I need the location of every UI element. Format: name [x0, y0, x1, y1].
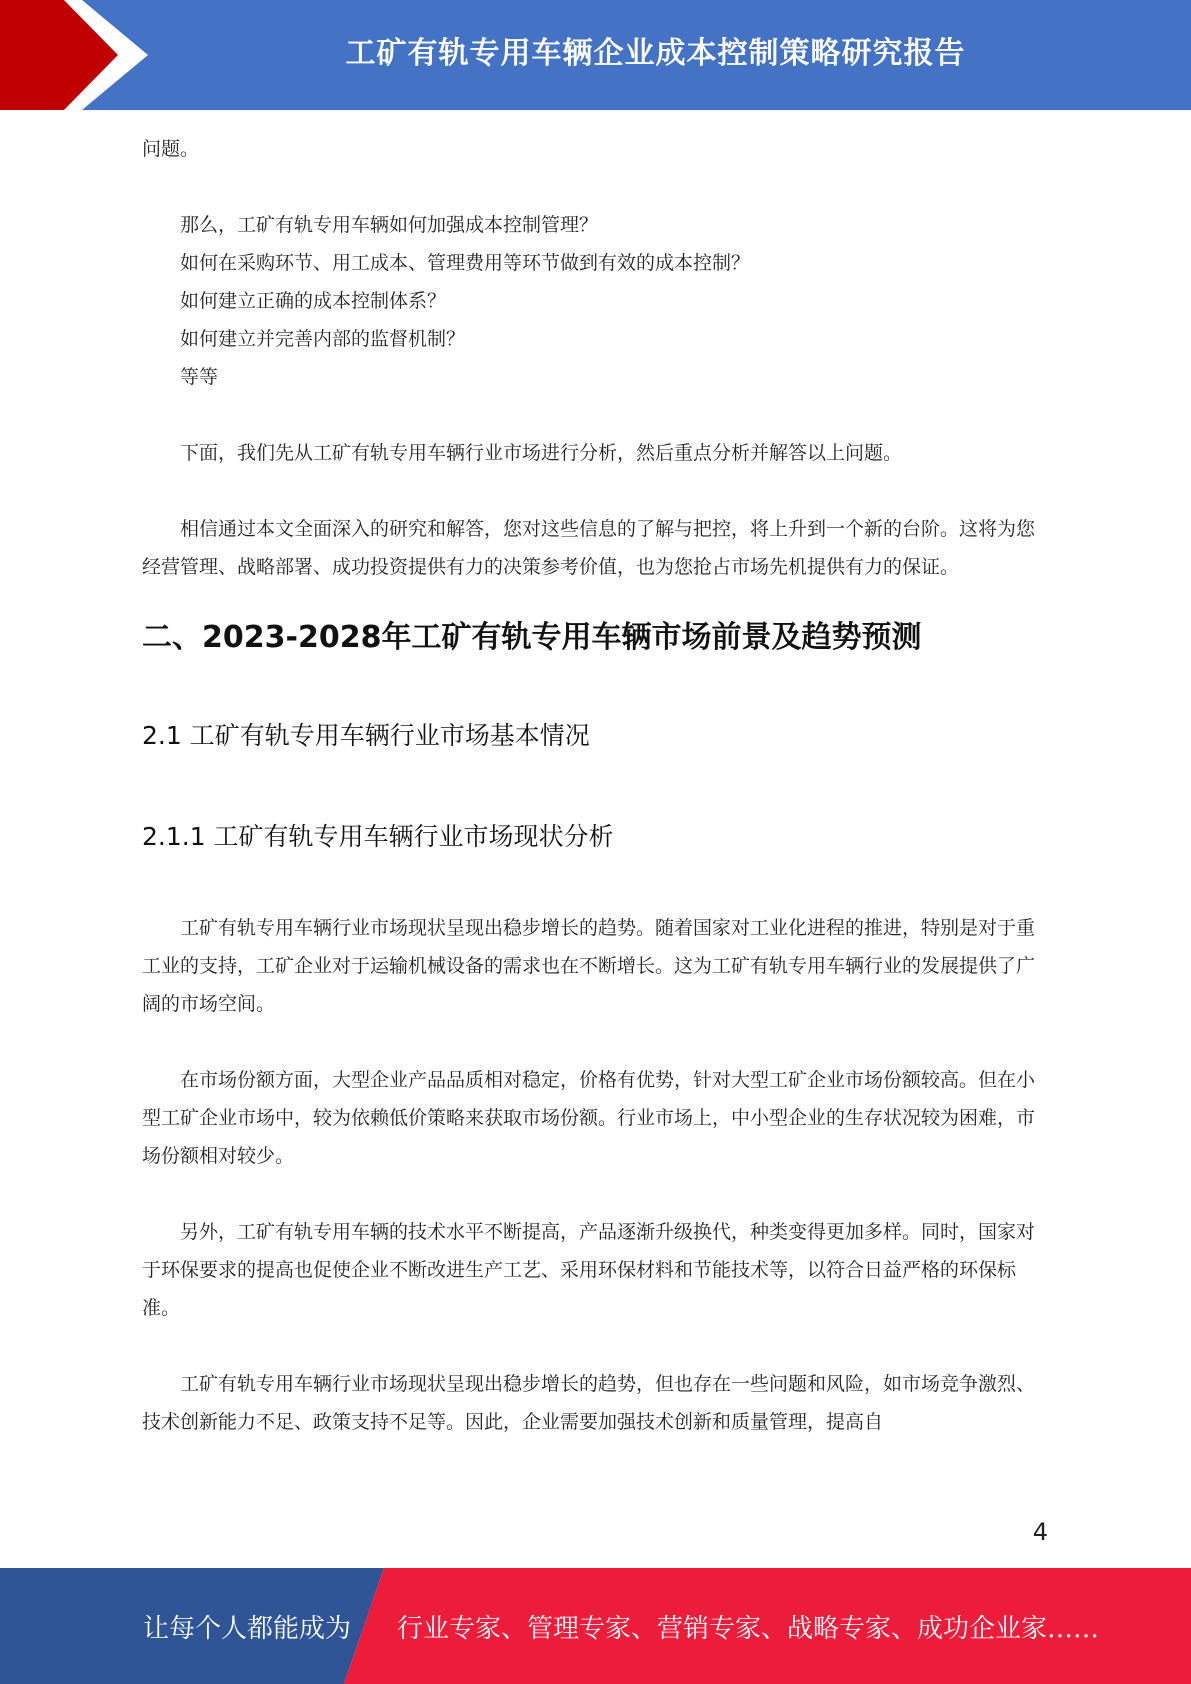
page-content [142, 130, 1046, 1441]
paragraph-trust: 相信通过本文全面深入的研究和解答，您对这些信息的了解与把控，将上升到一个新的台阶。这将为您经营管理、战略部署、成功投资提供有力的决策参考价值，也为您抢占市场先机提供有力的保证。 [142, 518, 1036, 578]
header-chevron-icon [0, 0, 160, 110]
body-paragraph: 在市场份额方面，大型企业产品品质相对稳定，价格有优势，针对大型工矿企业市场份额较高。但在小型工矿企业市场中，较为依赖低价策略来获取市场份额。行业市场上，中小型企业的生存状况较为困难，市场份额相对较少。 [142, 1069, 1036, 1167]
question-item: 如何在采购环节、用工成本、管理费用等环节做到有效的成本控制？ [180, 252, 751, 274]
body-paragraph: 工矿有轨专用车辆行业市场现状呈现出稳步增长的趋势。随着国家对工业化进程的推进，特别是对于重工业的支持，工矿企业对于运输机械设备的需求也在不断增长。这为工矿有轨专用车辆行业的发展提供了广阔的市场空间。 [142, 917, 1036, 1015]
question-item: 如何建立正确的成本控制体系？ [180, 290, 447, 312]
question-item: 等等 [180, 366, 219, 388]
body-paragraph: 另外，工矿有轨专用车辆的技术水平不断提高，产品逐渐升级换代，种类变得更加多样。同时，国家对于环保要求的提高也促使企业不断改进生产工艺、采用环保材料和节能技术等，以符合日益严格的环保标准。 [142, 1221, 1036, 1319]
body-paragraph: 工矿有轨专用车辆行业市场现状呈现出稳步增长的趋势，但也存在一些问题和风险，如市场竞争激烈、技术创新能力不足、政策支持不足等。因此，企业需要加强技术创新和质量管理，提高自 [142, 1373, 1036, 1433]
paragraph-intro-tail: 问题。 [142, 138, 200, 160]
report-header [0, 0, 1191, 110]
paragraph-next: 下面，我们先从工矿有轨专用车辆行业市场进行分析，然后重点分析并解答以上问题。 [180, 442, 903, 464]
slogan-footer [0, 1568, 1191, 1684]
section-heading-2: 二、2023-2028年工矿有轨专用车辆市场前景及趋势预测 [142, 620, 922, 655]
section-heading-2-1-1: 2.1.1 工矿有轨专用车辆行业市场现状分析 [142, 822, 614, 851]
report-title: 工矿有轨专用车辆企业成本控制策略研究报告 [345, 36, 966, 71]
page-number: 4 [1032, 1518, 1048, 1546]
footer-slogan-right: 行业专家、管理专家、营销专家、战略专家、成功企业家…… [397, 1613, 1100, 1644]
footer-slogan-left: 让每个人都能成为 [143, 1613, 352, 1644]
question-item: 那么，工矿有轨专用车辆如何加强成本控制管理？ [180, 214, 599, 236]
question-item: 如何建立并完善内部的监督机制？ [180, 328, 466, 350]
section-heading-2-1: 2.1 工矿有轨专用车辆行业市场基本情况 [142, 721, 590, 750]
